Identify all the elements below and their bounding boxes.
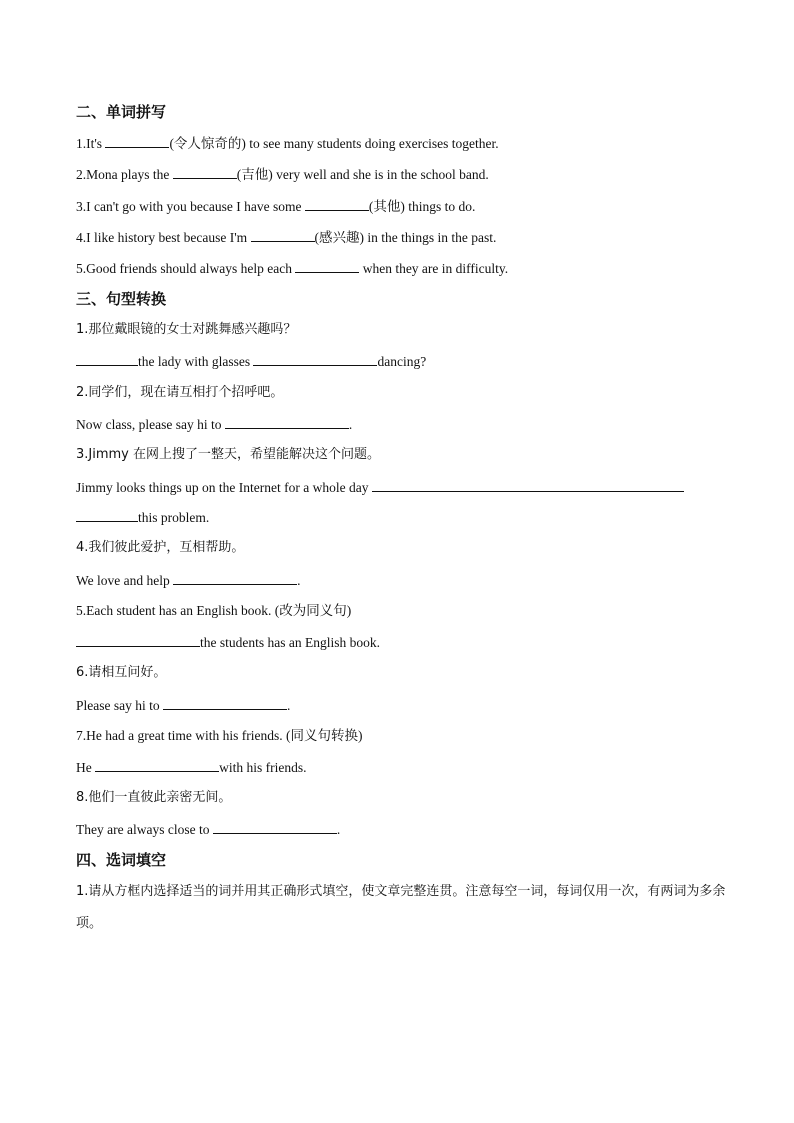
q2-prompt: 2.同学们，现在请互相打个招呼吧。 [76,385,284,400]
q5-answer-line: the students has an English book. [76,633,380,652]
q6-prompt: 6.请相互问好。 [76,665,167,680]
answer-blank[interactable] [372,478,684,492]
answer-blank[interactable] [213,820,337,834]
q2-answer-line: Now class, please say hi to . [76,417,353,432]
section-3-heading: 三、句型转换 [76,290,167,308]
q6-answer-line: Please say hi to . [76,698,291,713]
q5-prompt: 5.Each student has an English book. (改为同义句) [76,603,352,618]
section-2-heading: 二、单词拼写 [76,103,167,121]
spelling-item-4: 4.I like history best because I'm (感兴趣) in the things in the past. [76,230,497,245]
section-4-instruction: 1.请从方框内选择适当的词并用其正确形式填空，使文章完整连贯。注意每空一词，每词仅用一次，有两词为多余项。 [76,884,726,931]
spelling-item-2: 2.Mona plays the (吉他) very well and she is in the school band. [76,167,489,182]
answer-blank[interactable] [251,228,315,242]
q3-prompt: 3.Jimmy 在网上搜了一整天，希望能解决这个问题。 [76,447,381,462]
answer-blank[interactable] [173,165,237,179]
q3-answer-line-1: Jimmy looks things up on the Internet for a whole day [76,478,684,497]
q4-prompt: 4.我们彼此爱护，互相帮助。 [76,540,245,555]
q8-answer-line: They are always close to . [76,822,341,837]
answer-blank[interactable] [76,633,200,647]
q3-answer-line-2: this problem. [76,508,209,527]
answer-blank[interactable] [305,197,369,211]
section-4-heading: 四、选词填空 [76,851,167,869]
answer-blank[interactable] [163,696,287,710]
spelling-item-5: 5.Good friends should always help each when they are in difficulty. [76,261,509,276]
q1-answer-line: the lady with glasses dancing? [76,352,426,371]
answer-blank[interactable] [173,571,297,585]
spelling-item-3: 3.I can't go with you because I have some (其他) things to do. [76,199,476,214]
q1-prompt: 1.那位戴眼镜的女士对跳舞感兴趣吗？ [76,322,297,337]
answer-blank[interactable] [225,415,349,429]
q4-answer-line: We love and help . [76,573,301,588]
answer-blank[interactable] [76,352,138,366]
q7-prompt: 7.He had a great time with his friends. (同义句转换) [76,728,363,743]
answer-blank[interactable] [76,508,138,522]
q8-prompt: 8.他们一直彼此亲密无间。 [76,790,232,805]
spelling-item-1: 1.It's (令人惊奇的) to see many students doing exercises together. [76,136,499,151]
answer-blank[interactable] [253,352,377,366]
answer-blank[interactable] [95,758,219,772]
q7-answer-line: He with his friends. [76,760,307,775]
answer-blank[interactable] [295,259,359,273]
answer-blank[interactable] [105,134,169,148]
